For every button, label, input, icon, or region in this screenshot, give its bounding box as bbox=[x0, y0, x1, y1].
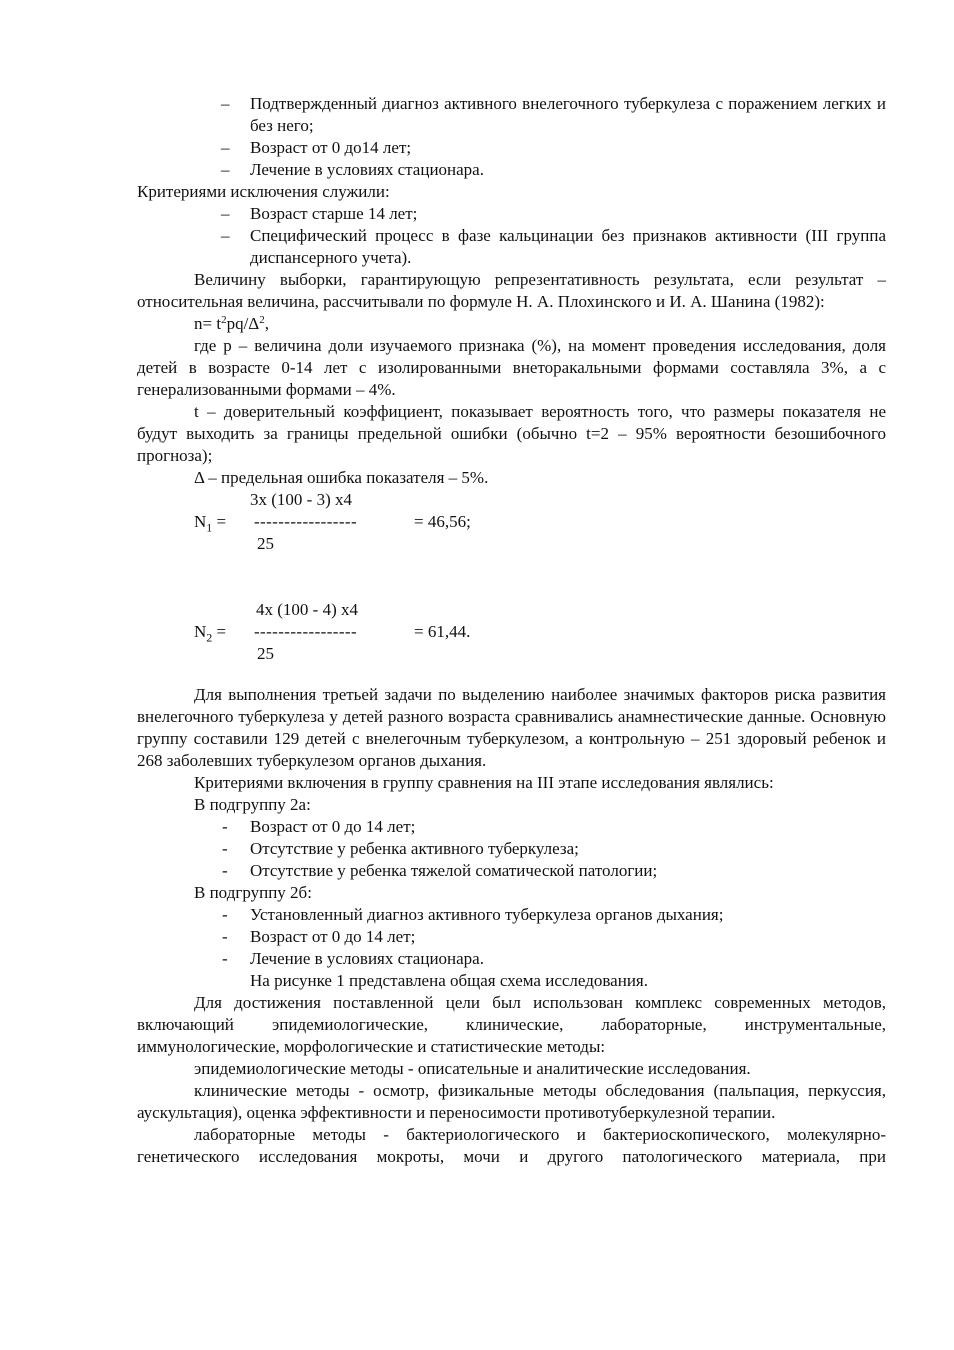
formula-sup: 2 bbox=[259, 314, 265, 326]
formula-denominator: 25 bbox=[257, 534, 274, 553]
formula-n1 bbox=[137, 489, 886, 555]
formula-n2 bbox=[137, 599, 886, 665]
paragraph-epidemiological: эпидемиологические методы - описательные и аналитические исследования. bbox=[194, 1059, 751, 1078]
list-item-text: Отсутствие у ребенка активного туберкулеза; bbox=[250, 839, 579, 858]
formula-tail: , bbox=[264, 314, 269, 333]
list-item-text: Отсутствие у ребенка тяжелой соматической патологии; bbox=[250, 861, 658, 880]
list-item-text: Лечение в условиях стационара. bbox=[250, 949, 484, 968]
list-item bbox=[137, 137, 886, 159]
list-marker: - bbox=[222, 817, 228, 836]
list-marker: - bbox=[222, 861, 228, 880]
formula-numerator: 3х (100 - 3) х4 bbox=[250, 490, 352, 509]
fraction-bar: ----------------- bbox=[254, 622, 358, 641]
list-item bbox=[137, 860, 886, 882]
list-marker: – bbox=[221, 204, 230, 223]
list-item-text: Установленный диагноз активного туберкулеза органов дыхания; bbox=[250, 905, 724, 924]
subgroup-2a-heading: В подгруппу 2а: bbox=[194, 795, 311, 814]
list-item-text: Возраст от 0 до14 лет; bbox=[250, 138, 412, 157]
paragraph-p-definition: где p – величина доли изучаемого признака (%), на момент проведения исследования, доля детей в возрасте 0-14 лет с изолированными внеторакальными формами составляла 3%, а с генерализованными формами – 4%. bbox=[137, 336, 886, 399]
formula-lhs: n= t bbox=[194, 314, 222, 333]
list-item bbox=[137, 225, 886, 269]
list-item bbox=[137, 816, 886, 838]
formula-label: $N_2$ = bbox=[194, 622, 227, 645]
formula-result: = 46,56; bbox=[414, 512, 471, 531]
list-item bbox=[137, 838, 886, 860]
list-item bbox=[137, 93, 886, 137]
paragraph-delta-definition: Δ – предельная ошибка показателя – 5%. bbox=[194, 468, 489, 487]
list-item-text: Возраст старше 14 лет; bbox=[250, 204, 418, 223]
document-page bbox=[137, 93, 886, 1168]
formula-label: $N_1$ = bbox=[194, 512, 227, 535]
list-marker: - bbox=[222, 905, 228, 924]
paragraph-clinical: клинические методы - осмотр, физикальные методы обследования (пальпация, перкуссия, аускультация), оценка эффективности и переносимости противотуберкулезной терапии. bbox=[137, 1081, 886, 1122]
list-item-text: Возраст от 0 до 14 лет; bbox=[250, 817, 416, 836]
list-marker: – bbox=[221, 226, 230, 245]
list-item-text: Лечение в условиях стационара. bbox=[250, 160, 484, 179]
formula-result: = 61,44. bbox=[414, 622, 471, 641]
spacer bbox=[137, 665, 886, 684]
paragraph-third-task: Для выполнения третьей задачи по выделению наиболее значимых факторов риска развития внелегочного туберкулеза у детей разного возраста сравнивались анамнестические данные. Основную группу составили 129 детей с внелегочным туберкулезом, а контрольную – 251 здоровый ребенок и 268 заболевших туберкулезом органов дыхания. bbox=[137, 685, 886, 770]
formula-sup: 2 bbox=[221, 314, 227, 326]
list-item bbox=[137, 926, 886, 948]
paragraph-methods: Для достижения поставленной цели был использован комплекс современных методов, включающий эпидемиологические, клинические, лабораторные, инструментальные, иммунологические, морфологические и статистические методы: bbox=[137, 993, 886, 1056]
paragraph-figure-reference: На рисунке 1 представлена общая схема исследования. bbox=[250, 971, 648, 990]
list-item-text: Специфический процесс в фазе кальцинации без признаков активности (III группа диспансерного учета). bbox=[250, 226, 886, 267]
list-item-text: Возраст от 0 до 14 лет; bbox=[250, 927, 416, 946]
list-marker: – bbox=[221, 94, 230, 113]
paragraph-criteria: Критериями включения в группу сравнения на III этапе исследования являлись: bbox=[194, 773, 774, 792]
formula-numerator: 4х (100 - 4) х4 bbox=[256, 600, 358, 619]
list-marker: – bbox=[221, 160, 230, 179]
list-marker: – bbox=[221, 138, 230, 157]
list-marker: - bbox=[222, 949, 228, 968]
paragraph-sample-size: Величину выборки, гарантирующую репрезентативность результата, если результат – относительная величина, рассчитывали по формуле Н. А. Плохинского и И. А. Шанина (1982): bbox=[137, 270, 886, 311]
list-item bbox=[137, 203, 886, 225]
subgroup-2b-heading: В подгруппу 2б: bbox=[194, 883, 312, 902]
formula-mid: pq/Δ bbox=[226, 314, 260, 333]
list-marker: - bbox=[222, 839, 228, 858]
spacer bbox=[137, 555, 886, 599]
paragraph-laboratory: лабораторные методы - бактериологического и бактериоскопического, молекулярно-генетического исследования мокроты, мочи и другого патологического материала, при bbox=[137, 1125, 886, 1166]
exclusion-heading: Критериями исключения служили: bbox=[137, 182, 390, 201]
list-item bbox=[137, 904, 886, 926]
formula-denominator: 25 bbox=[257, 644, 274, 663]
paragraph-t-definition: t – доверительный коэффициент, показывает вероятность того, что размеры показателя не будут выходить за границы предельной ошибки (обычно t=2 – 95% вероятности безошибочного прогноза); bbox=[137, 402, 886, 465]
list-marker: - bbox=[222, 927, 228, 946]
list-item-text: Подтвержденный диагноз активного внелегочного туберкулеза с поражением легких и без него; bbox=[250, 94, 886, 135]
fraction-bar: ----------------- bbox=[254, 512, 358, 531]
list-item bbox=[137, 159, 886, 181]
formula-main bbox=[137, 313, 886, 335]
list-item bbox=[137, 948, 886, 970]
